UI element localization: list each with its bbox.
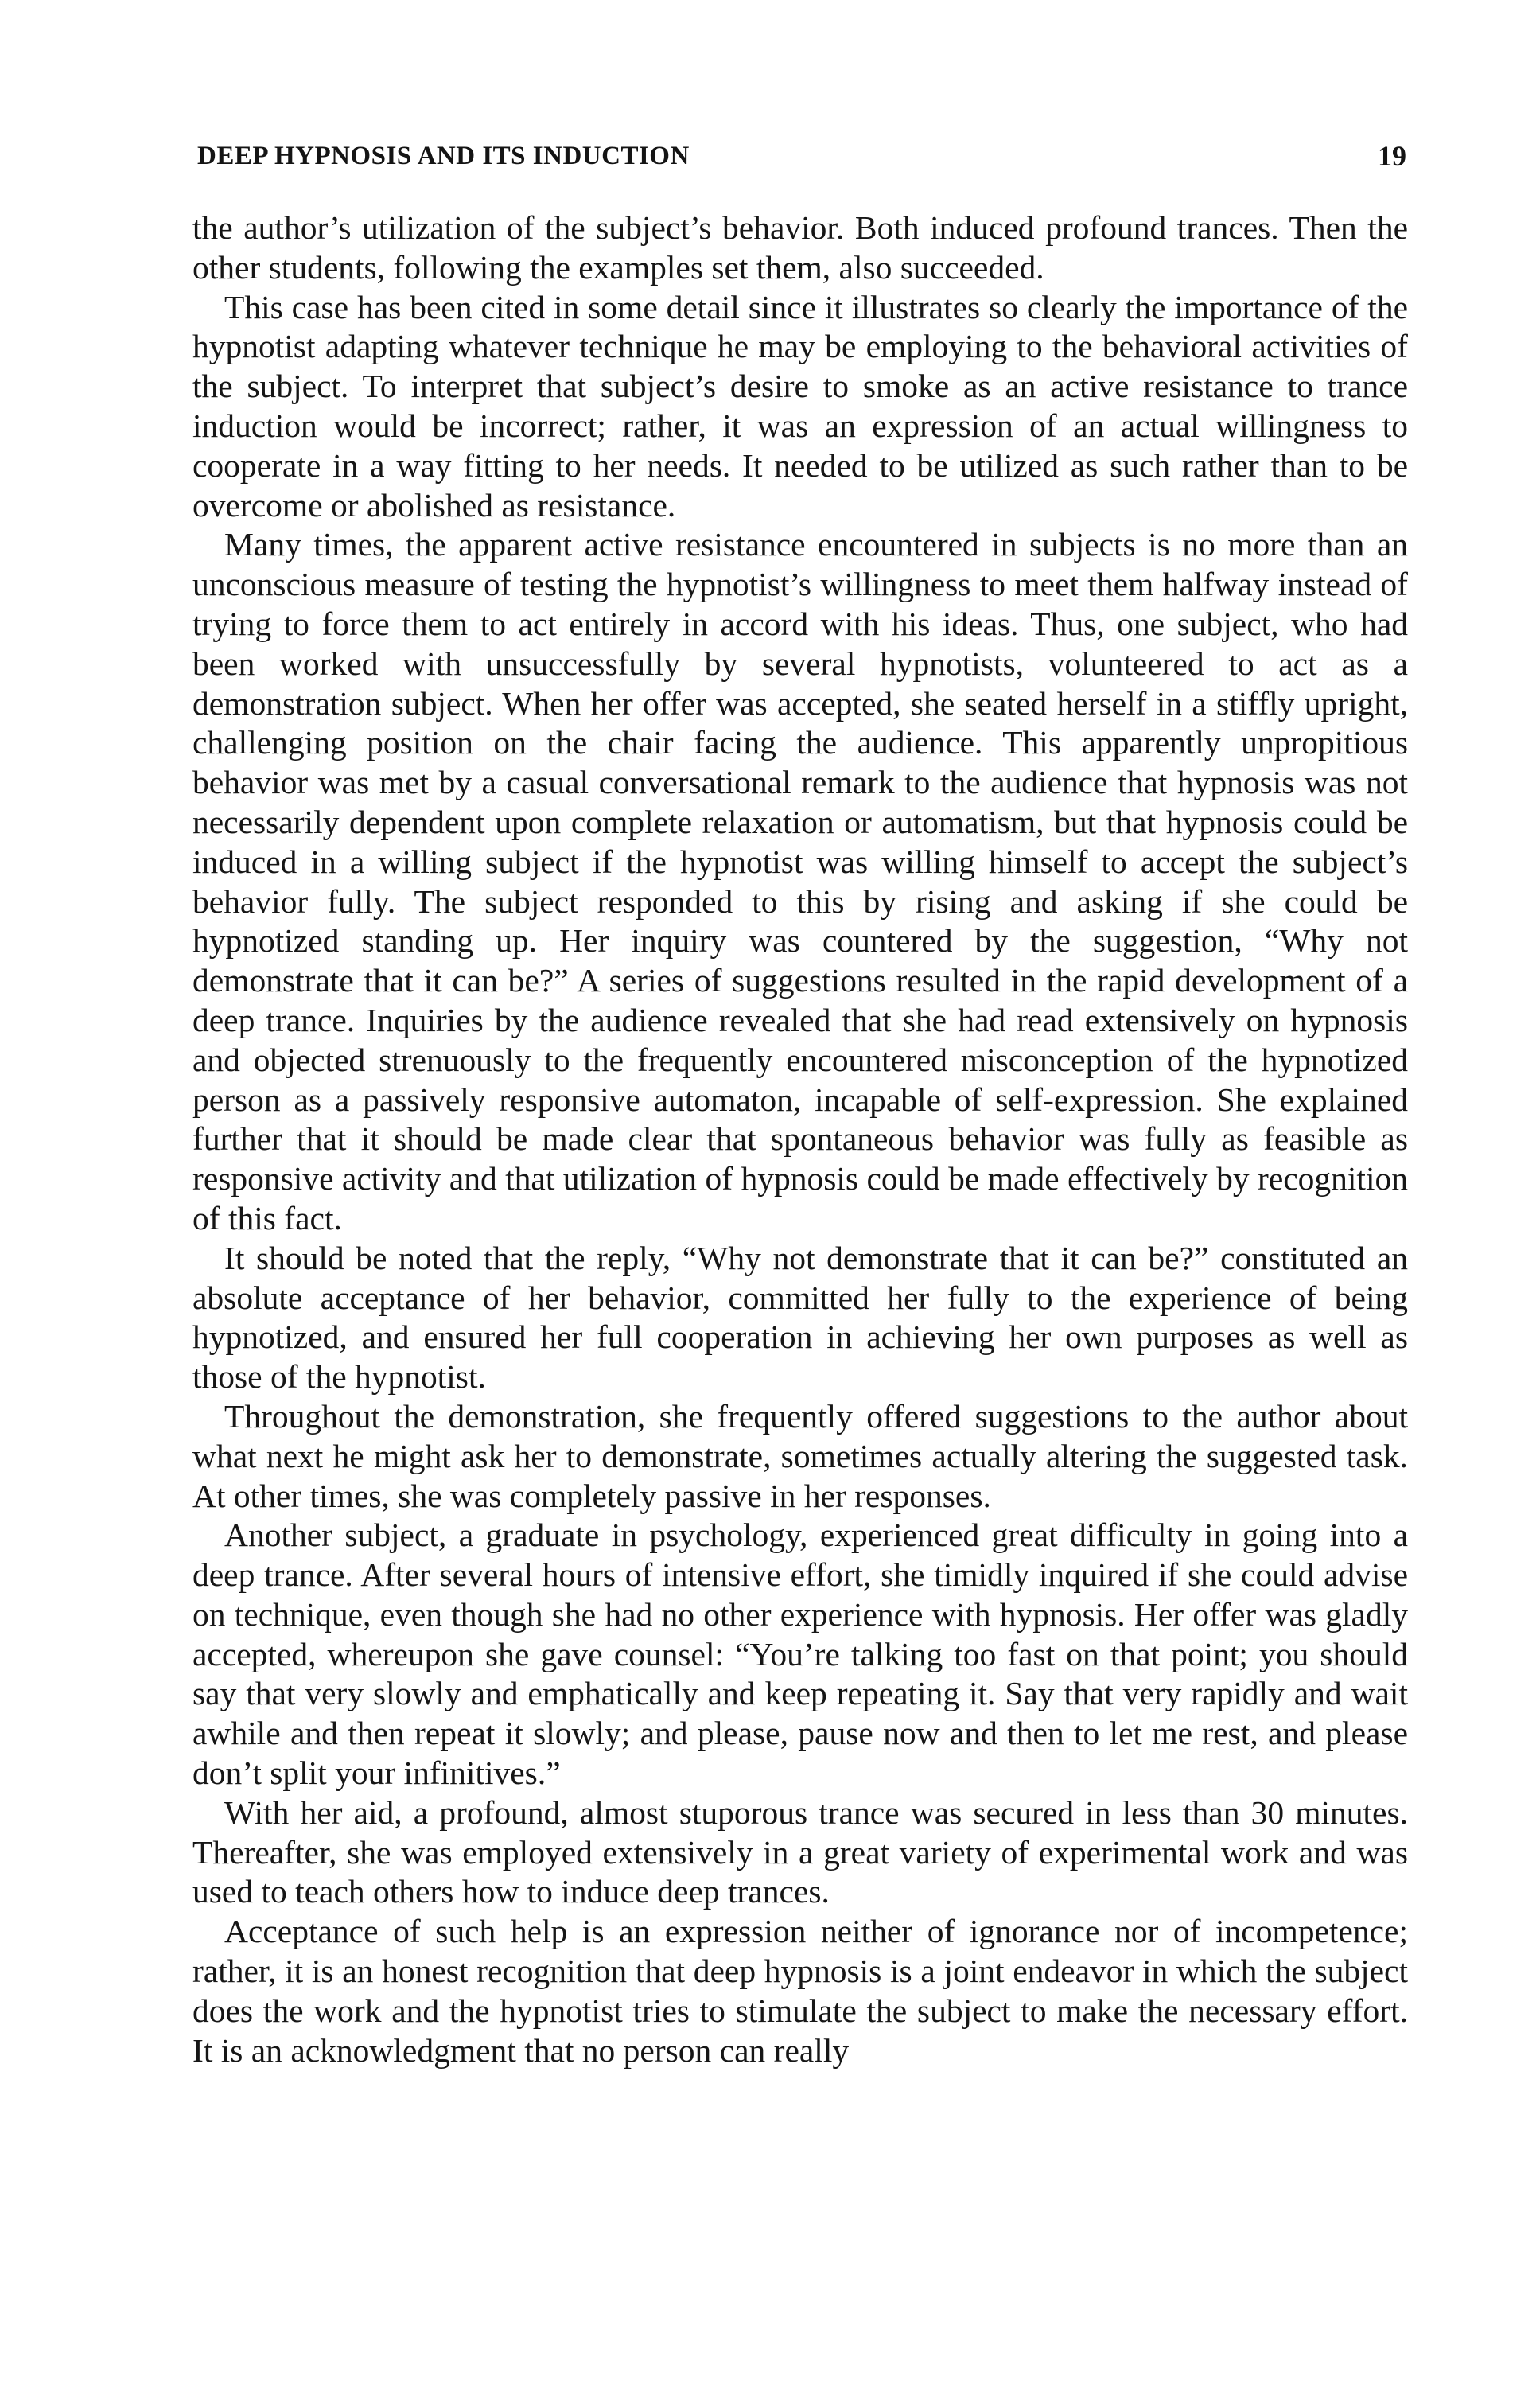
paragraph: the author’s utilization of the subject’s behavior. Both induced profound trances. Then the other students, following the examples set them, also succeeded. [192, 209, 1408, 286]
chapter-title: DEEP HYPNOSIS AND ITS INDUCTION [197, 142, 690, 170]
paragraph: Acceptance of such help is an expression neither of ignorance nor of incompetence; rather, it is an honest recognition that deep hypnosis is a joint endeavor in which the subject does the work and the hypnotist tries to stimulate the subject to make the necessary effort. It is an acknowledgment that no person can really [192, 1913, 1408, 2069]
paragraph: Another subject, a graduate in psychology, experienced great difficulty in going into a deep trance. After several hours of intensive effort, she timidly inquired if she could advise on technique, even though she had no other experience with hypnosis. Her offer was gladly accepted, whereupon she gave counsel: “You’re talking too fast on that point; you should say that very slowly and emphatically and keep repeating it. Say that very rapidly and wait awhile and then repeat it slowly; and please, pause now and then to let me rest, and please don’t split your infinitives.” [192, 1517, 1408, 1792]
paragraph: Throughout the demonstration, she frequently offered suggestions to the author about what next he might ask her to demonstrate, sometimes actually altering the suggested task. At other times, she was completely passive in her responses. [192, 1397, 1408, 1514]
paragraph: This case has been cited in some detail since it illustrates so clearly the importance of the hypnotist adapting whatever technique he may be employing to the behavioral activities of the subject. To interpret that subject’s desire to smoke as an active resistance to trance induction would be incorrect; rather, it was an expression of an actual willingness to cooperate in a way fitting to her needs. It needed to be utilized as such rather than to be overcome or abolished as resistance. [192, 288, 1408, 524]
page-number: 19 [1378, 140, 1406, 172]
paragraph: With her aid, a profound, almost stuporous trance was secured in less than 30 minutes. Thereafter, she was employed extensively in a great variety of experimental work and was used to teach others how to induce deep trances. [192, 1793, 1408, 1910]
running-head [197, 132, 1406, 180]
paragraph: It should be noted that the reply, “Why not demonstrate that it can be?” constituted an absolute acceptance of her behavior, committed her fully to the experience of being hypnotized, and ensured her full cooperation in achieving her own purposes as well as those of the hypnotist. [192, 1239, 1408, 1396]
body-text [192, 208, 1408, 2070]
paragraph: Many times, the apparent active resistance encountered in subjects is no more than an unconscious measure of testing the hypnotist’s willingness to meet them halfway instead of trying to force them to act entirely in accord with his ideas. Thus, one subject, who had been worked with unsuccessfully by several hypnotists, volunteered to act as a demonstration subject. When her offer was accepted, she seated herself in a stiffly upright, challenging position on the chair facing the audience. This apparently unpropitious behavior was met by a casual conversational remark to the audience that hypnosis was not necessarily dependent upon complete relaxation or automatism, but that hypnosis could be induced in a willing subject if the hypnotist was willing himself to accept the subject’s behavior fully. The subject responded to this by rising and asking if she could be hypnotized standing up. Her inquiry was countered by the suggestion, “Why not demonstrate that it can be?” A series of suggestions resulted in the rapid development of a deep trance. Inquiries by the audience revealed that she had read extensively on hypnosis and objected strenuously to the frequently encountered misconception of the hypnotized person as a passively responsive automaton, incapable of self-expression. She explained further that it should be made clear that spontaneous behavior was fully as feasible as responsive activity and that utilization of hypnosis could be made effectively by recognition of this fact. [192, 526, 1408, 1236]
